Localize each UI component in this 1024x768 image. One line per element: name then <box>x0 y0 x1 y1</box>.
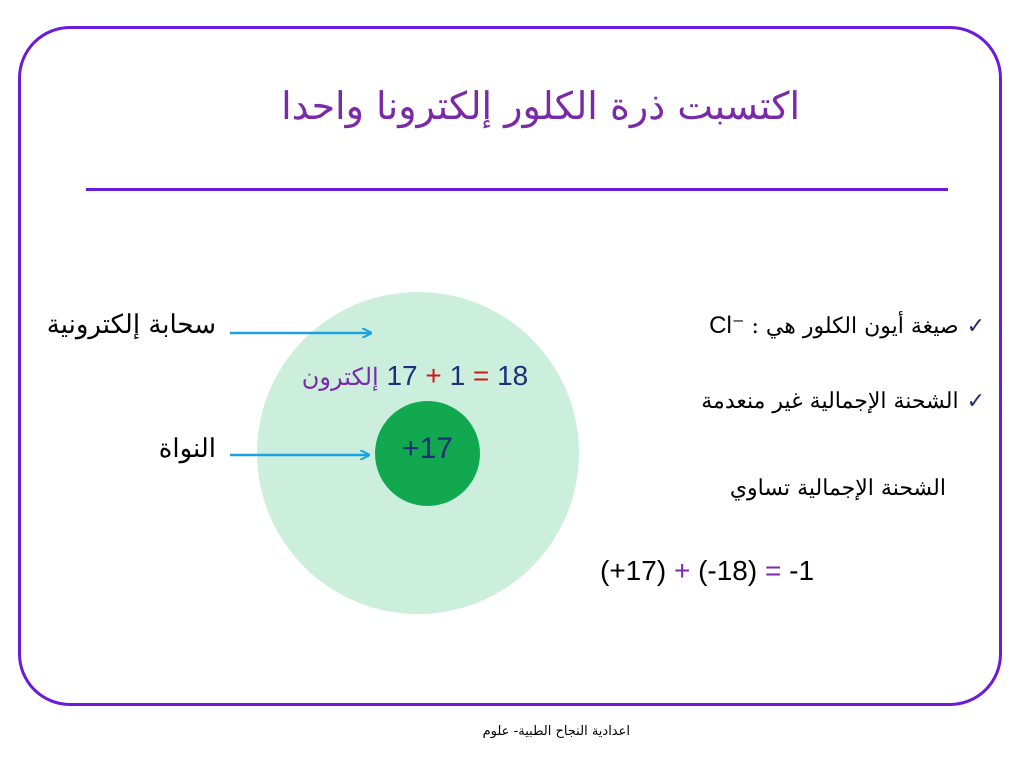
bullet-nonzero-text: الشحنة الإجمالية غير منعدمة <box>701 389 959 414</box>
check-icon: ✓ <box>966 389 985 414</box>
equation-plus: + <box>673 555 691 586</box>
cloud-label: سحابة إلكترونية <box>46 310 216 340</box>
bullet-ion-text: صيغة أيون الكلور هي : <box>751 314 959 339</box>
bullet-nonzero-charge <box>560 389 985 414</box>
nucleus-charge: +17 <box>402 432 453 465</box>
slide-title: اكتسبت ذرة الكلور إلكترونا واحدا <box>281 84 800 128</box>
equation-equals: = <box>764 555 782 586</box>
footer-text: اعدادية النجاح الطبية- علوم <box>482 724 630 739</box>
plus-sign: + <box>425 360 442 391</box>
charge-equation <box>600 555 880 587</box>
electron-original: 17 <box>386 360 418 391</box>
proton-charge: (+17) <box>600 555 667 586</box>
electron-added: 1 <box>449 360 466 391</box>
electron-charge: (-18) <box>698 555 758 586</box>
electron-unit: إلكترون <box>301 364 379 391</box>
check-icon: ✓ <box>966 314 985 339</box>
nucleus-label: النواة <box>158 434 216 464</box>
electron-count <box>280 360 550 392</box>
title-underline <box>86 188 948 191</box>
equals-sign: = <box>472 360 490 391</box>
bullet-ion-formula <box>560 311 985 340</box>
electron-total: 18 <box>497 360 529 391</box>
equation-result: -1 <box>789 555 815 586</box>
total-charge-line: الشحنة الإجمالية تساوي <box>729 476 946 501</box>
chloride-formula: Cl⁻ <box>709 312 745 339</box>
